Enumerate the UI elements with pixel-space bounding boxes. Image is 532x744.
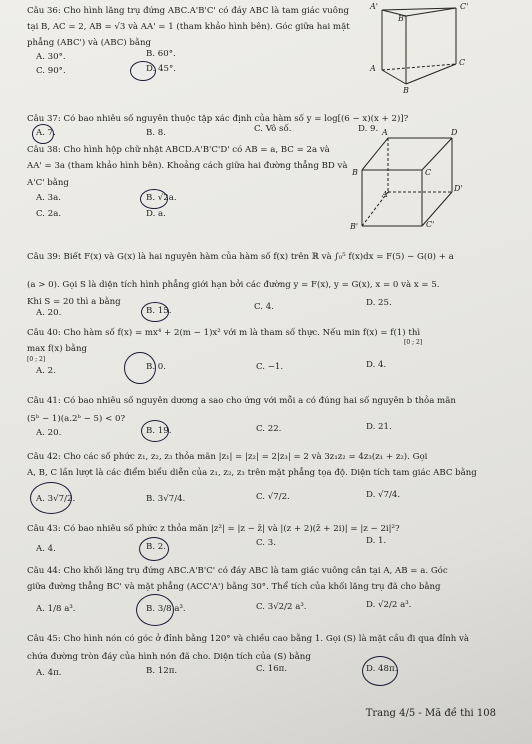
answer-mark-circle bbox=[362, 656, 398, 686]
q38-line3: A'C' bằng bbox=[27, 178, 69, 188]
q39-line3: Khi S = 20 thì a bằng bbox=[27, 297, 121, 307]
q36-line3: phẳng (ABC') và (ABC) bằng bbox=[27, 38, 152, 48]
q45-line1: Câu 45: Cho hình nón có góc ở đỉnh bằng 120° và chiều cao bằng 1. Gọi (S) là mặt cầu đi qua đỉnh và bbox=[27, 634, 469, 644]
q41-option-d: D. 21. bbox=[366, 422, 392, 432]
q36-option-a: A. 30°. bbox=[36, 52, 66, 62]
fig2-label-d1: D' bbox=[454, 184, 463, 193]
answer-mark-circle bbox=[30, 482, 72, 514]
q42-line1: Câu 42: Cho các số phức z₁, z₂, z₃ thỏa mãn |z₁| = |z₂| = 2|z₃| = 2 và 3z₁z₂ = 4z₃(z₁ + z₂). Gọi bbox=[27, 452, 428, 462]
q37-option-a: A. 7. bbox=[36, 128, 56, 138]
q37-option-b: B. 8. bbox=[146, 128, 166, 138]
fig1-label-a1: A' bbox=[370, 2, 378, 11]
q40-option-a: A. 2. bbox=[36, 366, 56, 376]
q42-line2: A, B, C lần lượt là các điểm biểu diễn của z₁, z₂, z₃ trên mặt phẳng tọa độ. Diện tích tam giác ABC bằng bbox=[27, 468, 477, 478]
q43-line1: Câu 43: Có bao nhiêu số phức z thỏa mãn |z²| = |z − z̄| và |(z + 2)(z̄ + 2i)| = |z − 2i|²? bbox=[27, 524, 400, 534]
q36-option-b: B. 60°. bbox=[146, 49, 176, 59]
q42-option-b: B. 3√7/4. bbox=[146, 494, 186, 504]
q45-line2: chứa đường tròn đáy của hình nón đã cho. Diện tích của (S) bằng bbox=[27, 652, 311, 662]
q40-max-subscript: [0 ; 2] bbox=[27, 356, 46, 363]
fig2-label-d: D bbox=[451, 128, 458, 137]
q36-line2: tại B, AC = 2, AB = √3 và AA' = 1 (tham khảo hình bên). Góc giữa hai mặt bbox=[27, 22, 350, 32]
q41-line1: Câu 41: Có bao nhiêu số nguyên dương a sao cho ứng với mỗi a có đúng hai số nguyên b thỏa mãn bbox=[27, 396, 456, 406]
q39-line2: (a > 0). Gọi S là diện tích hình phẳng giới hạn bởi các đường y = F(x), y = G(x), x = 0 và x = 5. bbox=[27, 280, 440, 290]
answer-mark-circle bbox=[136, 594, 174, 626]
q38-option-d: D. a. bbox=[146, 209, 166, 219]
fig1-label-b: B bbox=[403, 86, 409, 95]
q40-min-subscript: [0 ; 2] bbox=[404, 339, 423, 346]
q41-option-c: C. 22. bbox=[256, 424, 282, 434]
q43-option-d: D. 1. bbox=[366, 536, 387, 546]
q38-line1: Câu 38: Cho hình hộp chữ nhật ABCD.A'B'C'D' có AB = a, BC = 2a và bbox=[27, 145, 330, 155]
q39-option-a: A. 20. bbox=[36, 308, 62, 318]
fig2-label-c: C bbox=[425, 168, 432, 177]
q45-option-c: C. 16π. bbox=[256, 664, 288, 674]
q40-option-d: D. 4. bbox=[366, 360, 387, 370]
answer-mark-circle bbox=[130, 61, 156, 81]
q42-option-c: C. √7/2. bbox=[256, 492, 290, 502]
box-figure bbox=[352, 130, 470, 236]
q44-option-b: B. 3/8 a³. bbox=[146, 604, 186, 614]
q36-line1: Câu 36: Cho hình lăng trụ đứng ABC.A'B'C' có đáy ABC là tam giác vuông bbox=[27, 6, 349, 16]
q44-option-a: A. 1/8 a³. bbox=[36, 604, 76, 614]
q44-option-d: D. √2/2 a³. bbox=[366, 600, 412, 610]
fig1-label-c1: C' bbox=[460, 2, 469, 11]
fig1-label-b1: B' bbox=[398, 14, 407, 23]
answer-mark-circle bbox=[141, 420, 172, 442]
q40-option-b: B. 0. bbox=[146, 362, 166, 372]
q41-option-b: B. 19. bbox=[146, 426, 172, 436]
q39-option-b: B. 15. bbox=[146, 306, 172, 316]
q41-line2: (5ᵇ − 1)(a.2ᵇ − 5) < 0? bbox=[27, 414, 126, 424]
answer-mark-circle bbox=[32, 124, 54, 144]
fig2-label-a: A bbox=[382, 128, 388, 137]
fig2-label-b1: B' bbox=[350, 222, 359, 231]
q38-line2: AA' = 3a (tham khảo hình bên). Khoảng cách giữa hai đường thẳng BD và bbox=[27, 161, 348, 171]
q45-option-a: A. 4π. bbox=[36, 668, 62, 678]
q36-option-c: C. 90°. bbox=[36, 66, 66, 76]
q44-option-c: C. 3√2/2 a³. bbox=[256, 602, 307, 612]
answer-mark-circle bbox=[139, 537, 169, 561]
answer-mark-circle bbox=[140, 189, 168, 209]
q44-line2: giữa đường thẳng BC' và mặt phẳng (ACC'A') bằng 30°. Thể tích của khối lăng trụ đã cho bằng bbox=[27, 582, 441, 592]
fig2-label-b: B bbox=[352, 168, 358, 177]
q40-line1: Câu 40: Cho hàm số f(x) = mx⁴ + 2(m − 1)x² với m là tham số thực. Nếu min f(x) = f(1) thì bbox=[27, 328, 421, 338]
q39-line1: Câu 39: Biết F(x) và G(x) là hai nguyên hàm của hàm số f(x) trên ℝ và ∫₀⁵ f(x)dx = F(5) − G(0) + a bbox=[27, 252, 454, 262]
q38-option-b: B. √2a. bbox=[146, 193, 177, 203]
q43-option-b: B. 2. bbox=[146, 542, 166, 552]
fig2-label-c1: C' bbox=[426, 220, 435, 229]
q36-option-d: D. 45°. bbox=[146, 64, 177, 74]
q37-option-c: C. Vô số. bbox=[254, 124, 292, 134]
q43-option-c: C. 3. bbox=[256, 538, 276, 548]
q41-option-a: A. 20. bbox=[36, 428, 62, 438]
q45-option-d: D. 48π. bbox=[366, 664, 398, 674]
q40-line2: max f(x) bằng bbox=[27, 344, 87, 354]
q45-option-b: B. 12π. bbox=[146, 666, 178, 676]
answer-mark-circle bbox=[124, 352, 156, 384]
q42-option-d: D. √7/4. bbox=[366, 490, 401, 500]
page-footer: Trang 4/5 - Mã đề thi 108 bbox=[365, 708, 496, 719]
q38-option-c: C. 2a. bbox=[36, 209, 62, 219]
fig2-label-a1: A' bbox=[382, 190, 390, 199]
q44-line1: Câu 44: Cho khối lăng trụ đứng ABC.A'B'C' có đáy ABC là tam giác vuông cân tại A, AB = a. Góc bbox=[27, 566, 448, 576]
q42-option-a: A. 3√7/2. bbox=[36, 494, 76, 504]
q37-option-d: D. 9. bbox=[358, 124, 379, 134]
answer-mark-circle bbox=[141, 302, 172, 322]
q37-line1: Câu 37: Có bao nhiêu số nguyên thuộc tập xác định của hàm số y = log[(6 − x)(x + 2)]? bbox=[27, 114, 409, 124]
q38-option-a: A. 3a. bbox=[36, 193, 61, 203]
fig1-label-a: A bbox=[370, 64, 376, 73]
q43-option-a: A. 4. bbox=[36, 544, 56, 554]
q39-option-d: D. 25. bbox=[366, 298, 392, 308]
q40-option-c: C. −1. bbox=[256, 362, 284, 372]
prism-figure bbox=[362, 0, 480, 100]
q39-option-c: C. 4. bbox=[254, 302, 274, 312]
fig1-label-c: C bbox=[459, 58, 466, 67]
